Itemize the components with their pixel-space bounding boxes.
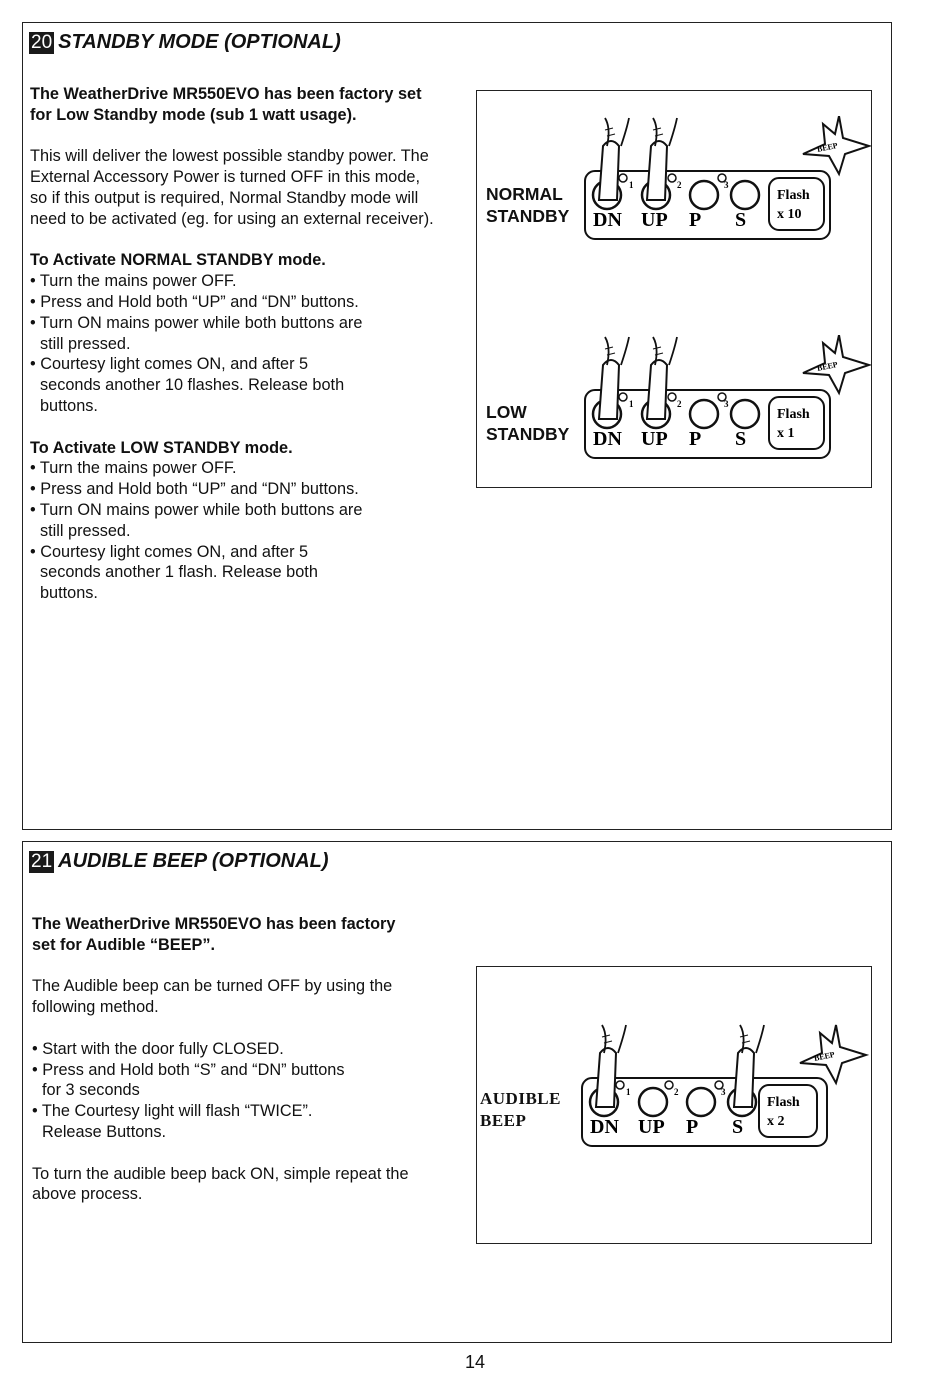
- step-line: • Courtesy light comes ON, and after 5: [30, 355, 309, 374]
- step-line: Release Buttons.: [42, 1122, 166, 1141]
- led-label: 1: [629, 399, 634, 409]
- step-line: • The Courtesy light will flash “TWICE”.: [32, 1102, 313, 1121]
- step-line: seconds another 10 flashes. Release both: [40, 376, 345, 395]
- para-line: need to be activated (eg. for using an external receiver).: [30, 209, 434, 228]
- para-line: following method.: [32, 998, 159, 1017]
- button-dn-label: DN: [593, 209, 622, 231]
- standby-instructions: [30, 84, 480, 604]
- button-s-label: S: [735, 428, 747, 450]
- step-line: • Courtesy light comes ON, and after 5: [30, 542, 309, 561]
- button-p-label: P: [686, 1116, 699, 1138]
- section-title: AUDIBLE BEEP (OPTIONAL): [58, 850, 329, 872]
- section-heading: [29, 31, 341, 54]
- label-line: STANDBY: [486, 206, 570, 226]
- flash-count: x 1: [777, 426, 795, 441]
- step-line: • Turn ON mains power while both buttons are: [30, 500, 363, 519]
- label-line: AUDIBLE: [480, 1089, 561, 1108]
- normal-standby-panel-diagram: [577, 116, 872, 246]
- section-heading: [29, 850, 329, 873]
- step-line: • Press and Hold both “UP” and “DN” buttons.: [30, 292, 359, 311]
- led-label: 3: [724, 399, 729, 409]
- step-line: • Turn the mains power OFF.: [30, 459, 237, 478]
- step-line: • Turn the mains power OFF.: [30, 272, 237, 291]
- beep-instructions: [32, 914, 462, 1205]
- intro-line: The WeatherDrive MR550EVO has been factory: [32, 915, 396, 933]
- button-p-label: P: [689, 428, 702, 450]
- finger-icon: [734, 1048, 754, 1107]
- beep-label: BEEP: [816, 359, 839, 373]
- closing-line: above process.: [32, 1185, 143, 1204]
- finger-icon: [599, 141, 619, 200]
- step-line: • Press and Hold both “S” and “DN” buttons: [32, 1060, 345, 1079]
- section-number: 20: [31, 31, 53, 53]
- para-line: The Audible beep can be turned OFF by using the: [32, 977, 393, 996]
- flash-count: x 10: [777, 207, 802, 222]
- step-line: seconds another 1 flash. Release both: [40, 563, 318, 582]
- step-line: buttons.: [40, 584, 98, 603]
- beep-label: BEEP: [813, 1049, 836, 1063]
- led-label: 3: [724, 180, 729, 190]
- button-p-label: P: [689, 209, 702, 231]
- step-line: • Press and Hold both “UP” and “DN” buttons.: [30, 480, 359, 499]
- flash-label: Flash: [777, 407, 810, 422]
- button-up-label: UP: [641, 428, 668, 450]
- label-line: STANDBY: [486, 424, 570, 444]
- low-standby-panel-diagram: [577, 335, 872, 465]
- beep-label: BEEP: [816, 140, 839, 154]
- flash-count: x 2: [767, 1114, 785, 1129]
- label-line: NORMAL: [486, 184, 563, 204]
- normal-standby-heading: To Activate NORMAL STANDBY mode.: [30, 251, 326, 270]
- step-line: • Start with the door fully CLOSED.: [32, 1039, 284, 1058]
- low-standby-heading: To Activate LOW STANDBY mode.: [30, 438, 293, 457]
- label-line: LOW: [486, 402, 527, 422]
- button-dn-label: DN: [590, 1116, 619, 1138]
- led-label: 2: [677, 180, 682, 190]
- button-up-label: UP: [641, 209, 668, 231]
- led-label: 2: [677, 399, 682, 409]
- button-up-label: UP: [638, 1116, 665, 1138]
- section-audible-beep: [22, 841, 892, 1343]
- button-dn-label: DN: [593, 428, 622, 450]
- label-line: BEEP: [480, 1111, 527, 1130]
- button-s-label: S: [732, 1116, 744, 1138]
- page-number: 14: [464, 1352, 486, 1372]
- led-label: 3: [721, 1087, 726, 1097]
- section-number: 21: [31, 850, 53, 872]
- flash-label: Flash: [777, 188, 810, 203]
- closing-line: To turn the audible beep back ON, simple repeat the: [32, 1164, 409, 1183]
- section-standby-mode: [22, 22, 892, 830]
- finger-icon: [596, 1048, 616, 1107]
- step-line: still pressed.: [40, 334, 131, 353]
- step-line: buttons.: [40, 396, 98, 415]
- led-label: 1: [629, 180, 634, 190]
- intro-line: The WeatherDrive MR550EVO has been factory set: [30, 85, 422, 103]
- para-line: so if this output is required, Normal Standby mode will: [30, 188, 419, 207]
- audible-beep-figure: [476, 966, 872, 1244]
- standby-figure: [476, 90, 872, 488]
- finger-icon: [647, 141, 667, 200]
- audible-beep-label: [480, 1088, 561, 1132]
- step-line: • Turn ON mains power while both buttons are: [30, 313, 363, 332]
- intro-line: set for Audible “BEEP”.: [32, 935, 216, 954]
- finger-icon: [647, 360, 667, 419]
- low-standby-label: [486, 401, 569, 445]
- led-label: 2: [674, 1087, 679, 1097]
- led-label: 1: [626, 1087, 631, 1097]
- flash-label: Flash: [767, 1095, 800, 1110]
- para-line: This will deliver the lowest possible standby power. The: [30, 147, 429, 166]
- normal-standby-label: [486, 183, 569, 227]
- section-title: STANDBY MODE (OPTIONAL): [58, 31, 341, 53]
- step-line: still pressed.: [40, 521, 131, 540]
- para-line: External Accessory Power is turned OFF in this mode,: [30, 168, 420, 187]
- button-s-label: S: [735, 209, 747, 231]
- intro-line: for Low Standby mode (sub 1 watt usage).: [30, 105, 357, 124]
- step-line: for 3 seconds: [42, 1081, 140, 1100]
- finger-icon: [599, 360, 619, 419]
- audible-beep-panel-diagram: [574, 1023, 869, 1153]
